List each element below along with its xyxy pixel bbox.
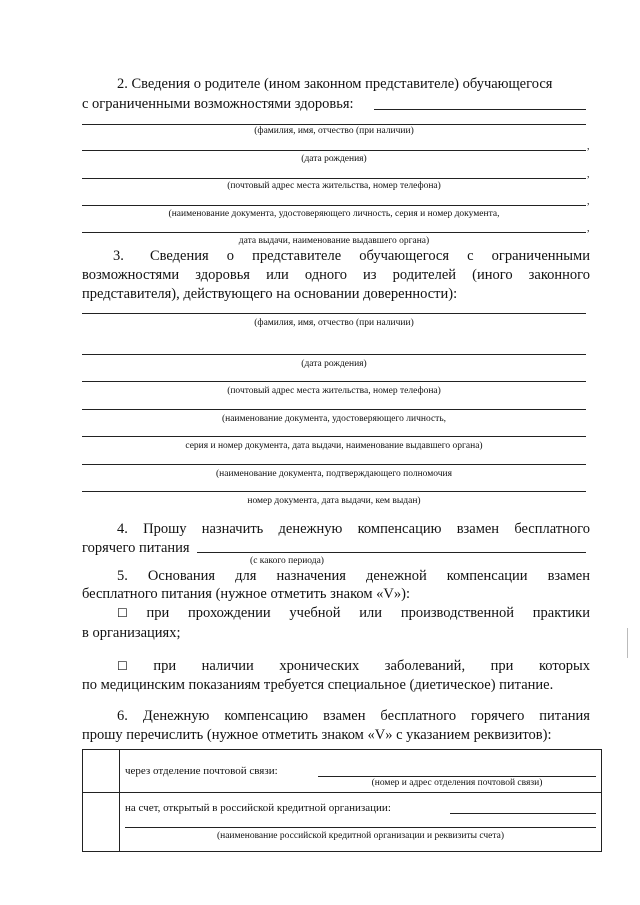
section4-line2: горячего питания (82, 540, 190, 556)
comma: , (587, 196, 590, 207)
section3-address-caption: (почтовый адрес места жительства, номер телефона) (227, 386, 441, 396)
postal-office-field[interactable] (318, 776, 596, 777)
table-row (83, 793, 602, 852)
section2-doc-caption: (наименование документа, удостоверяющего личность, серия и номер документа, (168, 209, 500, 219)
section2-fio-caption: (фамилия, имя, отчество (при наличии) (254, 126, 414, 136)
payment-method-table (82, 749, 602, 852)
section3-auth2-caption: номер документа, дата выдачи, кем выдан) (247, 496, 421, 506)
postal-office-caption: (номер и адрес отделения почтовой связи) (371, 778, 543, 788)
section5-option2-line1: ☐ при наличии хронических заболеваний, при которых (117, 658, 590, 674)
section2-inline-field[interactable] (374, 109, 586, 110)
postal-option-cell (120, 750, 602, 793)
section3-fio-field[interactable] (82, 313, 586, 314)
section4-period-caption: (с какого периода) (250, 556, 324, 566)
section3-doc-caption: (наименование документа, удостоверяющего личность, (221, 414, 447, 424)
section2-heading-line1: 2. Сведения о родителе (ином законном представителе) обучающегося (117, 76, 553, 92)
section2-issue-caption: дата выдачи, наименование выдавшего органа) (238, 236, 430, 246)
section2-address-field[interactable] (82, 178, 586, 179)
bank-details-field[interactable] (125, 827, 596, 828)
bank-checkbox-cell[interactable] (83, 793, 120, 852)
section3-birth-field[interactable] (82, 354, 586, 355)
section2-address-caption: (почтовый адрес места жительства, номер телефона) (227, 181, 441, 191)
section3-number: 3. (113, 248, 124, 264)
section3-address-field[interactable] (82, 381, 586, 382)
section2-issue-field[interactable] (82, 232, 586, 233)
section5-option1-line1: ☐ при прохождении учебной или производственной практики (117, 605, 590, 621)
section2-birth-caption: (дата рождения) (301, 154, 367, 164)
section3-doc-field[interactable] (82, 409, 586, 410)
postal-checkbox-cell[interactable] (83, 750, 120, 793)
section3-auth2-field[interactable] (82, 491, 586, 492)
section4-line1: 4. Прошу назначить денежную компенсацию взамен бесплатного (117, 521, 590, 537)
section6-line2: прошу перечислить (нужное отметить знаком «V» с указанием реквизитов): (82, 727, 552, 743)
section3-heading-line1: Сведения о представителе обучающегося с ограниченными (150, 248, 590, 264)
comma: , (587, 141, 590, 152)
section3-heading-line2: возможностями здоровья или одного из родителей (иного законного (82, 267, 590, 283)
section2-doc-field[interactable] (82, 205, 586, 206)
section3-doc2-field[interactable] (82, 436, 586, 437)
section3-doc2-caption: серия и номер документа, дата выдачи, наименование выдавшего органа) (185, 441, 483, 451)
section5-line2: бесплатного питания (нужное отметить знаком «V»): (82, 586, 410, 602)
bank-details-caption: (наименование российской кредитной организации и реквизиты счета) (216, 831, 505, 841)
bank-option-cell (120, 793, 602, 852)
section4-period-field[interactable] (197, 552, 586, 553)
scan-mark (627, 628, 628, 658)
section5-option1-line2: в организациях; (82, 625, 181, 641)
table-row (83, 750, 602, 793)
comma: , (587, 223, 590, 234)
section2-fio-field[interactable] (82, 124, 586, 125)
section5-line1: 5. Основания для назначения денежной компенсации взамен (117, 568, 590, 584)
section5-option2-line2: по медицинским показаниям требуется специальное (диетическое) питание. (82, 677, 554, 693)
postal-option-label: через отделение почтовой связи: (125, 765, 278, 777)
bank-inline-field[interactable] (450, 813, 596, 814)
section3-heading-line3: представителя), действующего на основании доверенности): (82, 286, 458, 302)
option1-checkbox[interactable]: ☐ (117, 606, 128, 620)
section3-auth-field[interactable] (82, 464, 586, 465)
section3-auth-caption: (наименование документа, подтверждающего полномочия (215, 469, 452, 479)
option2-checkbox[interactable]: ☐ (117, 659, 128, 673)
section3-birth-caption: (дата рождения) (301, 359, 367, 369)
section6-line1: 6. Денежную компенсацию взамен бесплатного горячего питания (117, 708, 590, 724)
section2-heading-line2: с ограниченными возможностями здоровья: (82, 96, 354, 112)
comma: , (587, 169, 590, 180)
section3-fio-caption: (фамилия, имя, отчество (при наличии) (254, 318, 414, 328)
bank-option-label: на счет, открытый в российской кредитной организации: (125, 802, 391, 814)
section2-birth-field[interactable] (82, 150, 586, 151)
